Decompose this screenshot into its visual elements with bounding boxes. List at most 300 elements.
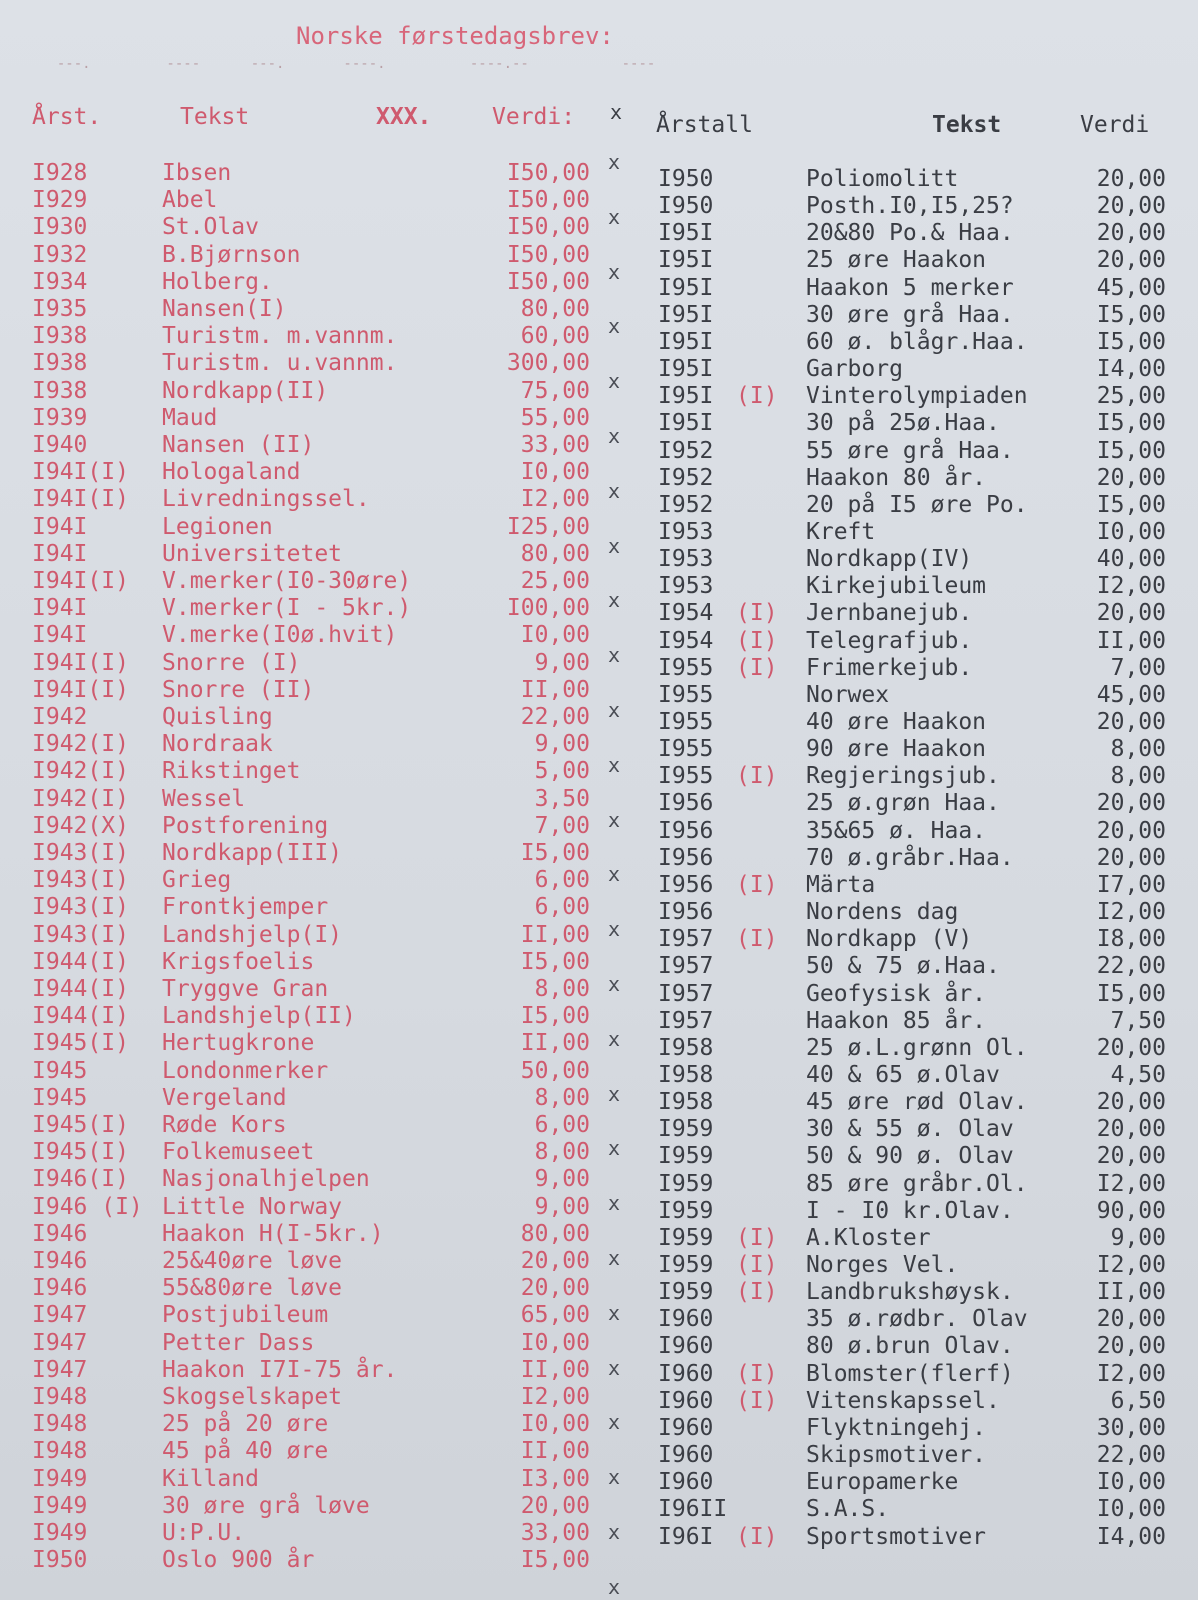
right-row-text: Jernbanejub. <box>806 600 973 627</box>
right-row-value: 20,00 <box>1096 193 1166 220</box>
left-row-year: I942(X) <box>32 812 129 839</box>
left-row-text: Killand <box>162 1465 259 1492</box>
x-mark: x <box>608 752 621 777</box>
x-mark: x <box>608 1574 621 1599</box>
left-row-text: Nordraak <box>162 731 273 758</box>
right-row-text: Vinterolympiaden <box>806 383 1028 410</box>
right-row-text: Skipsmotiver. <box>806 1442 987 1469</box>
left-row-year: I938 <box>32 323 88 350</box>
right-row-text: 25 ø.grøn Haa. <box>806 790 1000 817</box>
left-row-text: Ibsen <box>162 160 232 186</box>
right-row-text: 25 øre Haakon <box>806 247 987 274</box>
left-row-text: Nasjonalhjelpen <box>162 1166 370 1193</box>
left-row-value: 8,00 <box>534 976 590 1002</box>
right-row-value: 20,00 <box>1096 1089 1166 1116</box>
left-row-year: I947 <box>32 1302 88 1329</box>
left-header-text: Tekst <box>180 104 250 130</box>
right-row-text: 30 på 25ø.Haa. <box>806 410 1000 437</box>
left-row-text: Nordkapp(II) <box>162 377 329 404</box>
right-row-value: 22,00 <box>1096 1442 1166 1469</box>
x-mark: x <box>608 314 621 339</box>
left-row-text: Rikstinget <box>162 758 301 785</box>
right-row-text: Regjeringsjub. <box>806 763 1000 790</box>
right-row-year: I952 <box>658 491 714 518</box>
x-mark: x <box>608 150 621 174</box>
right-row-value: 20,00 <box>1096 600 1166 627</box>
left-row-year: I94I(I) <box>32 649 129 676</box>
right-row-year: I950 <box>658 166 714 192</box>
left-row-text: Frontkjemper <box>162 894 329 921</box>
right-row-text: Landbrukshøysk. <box>806 1279 1014 1306</box>
left-row-year: I94I <box>32 540 88 567</box>
right-row-year: I952 <box>658 437 714 464</box>
right-row-text: Garborg <box>806 356 903 383</box>
left-row-value: 9,00 <box>534 731 590 758</box>
right-row-text: Haakon 5 merker <box>806 274 1014 301</box>
left-row-text: 45 på 40 øre <box>162 1438 329 1465</box>
right-row-year: I954 <box>658 627 714 654</box>
right-row-year: I957 <box>658 1007 714 1034</box>
right-row-value: 6,50 <box>1110 1387 1166 1414</box>
left-row-text: V.merke(I0ø.hvit) <box>162 622 398 649</box>
right-row-year: I95I <box>658 383 714 410</box>
left-row-value: I5,00 <box>520 840 590 866</box>
left-row-value: 8,00 <box>534 1084 590 1111</box>
right-row-year: I950 <box>658 193 714 220</box>
left-row-text: Snorre (II) <box>162 676 315 703</box>
left-row-year: I94I(I) <box>32 568 129 594</box>
right-row-text: Haakon 80 år. <box>806 464 987 491</box>
right-header-value: Verdi <box>1080 112 1150 138</box>
right-row-year: I959 <box>658 1224 714 1251</box>
left-row-year: I946 <box>32 1220 88 1247</box>
right-row-value: 20,00 <box>1096 790 1166 817</box>
right-row-year: I960 <box>658 1414 714 1441</box>
right-row-text: I - I0 kr.Olav. <box>806 1197 1014 1224</box>
left-row-value: 80,00 <box>520 540 590 567</box>
x-mark: x <box>608 1026 621 1051</box>
left-row-year: I945 <box>32 1084 88 1111</box>
left-row-year: I946 <box>32 1275 88 1302</box>
right-row-year: I96II <box>658 1496 728 1523</box>
left-row-year: I949 <box>32 1520 88 1546</box>
left-row-text: 25&40øre løve <box>162 1248 343 1274</box>
left-row-value: I2,00 <box>520 486 590 513</box>
right-row-text: 80 ø.brun Olav. <box>806 1333 1014 1360</box>
right-row-text: 40 øre Haakon <box>806 709 987 735</box>
left-row-year: I946 (I) <box>32 1193 143 1220</box>
left-row-year: I929 <box>32 187 88 214</box>
right-row-text: Nordkapp (V) <box>806 926 973 953</box>
right-row-value: 22,00 <box>1096 953 1166 980</box>
left-row-value: 5,00 <box>534 758 590 785</box>
left-row-text: Haakon I7I-75 år. <box>162 1356 398 1383</box>
right-row-year: I955 <box>658 654 714 681</box>
left-header-mark: XXX. <box>376 104 432 130</box>
left-row-text: Livredningssel. <box>162 486 370 513</box>
right-row-value: 20,00 <box>1096 1143 1166 1170</box>
left-row-year: I94I(I) <box>32 459 129 486</box>
left-row-value: I50,00 <box>506 187 590 214</box>
right-row-year: I960 <box>658 1306 714 1333</box>
right-row-year: I955 <box>658 681 714 708</box>
right-row-value: 7,00 <box>1110 654 1166 681</box>
left-row-value: 22,00 <box>520 704 590 730</box>
left-row-year: I948 <box>32 1438 88 1465</box>
x-mark: x <box>608 1520 621 1544</box>
right-row-year: I956 <box>658 844 714 871</box>
left-row-value: 6,00 <box>534 1112 590 1138</box>
x-mark: x <box>608 424 621 448</box>
left-row-text: Little Norway <box>162 1193 343 1220</box>
right-row-text: 55 øre grå Haa. <box>806 437 1014 464</box>
right-row-mark: (I) <box>736 1387 778 1414</box>
left-row-text: B.Bjørnson <box>162 241 301 268</box>
left-row-year: I942(I) <box>32 731 129 758</box>
x-mark: x <box>608 204 621 229</box>
left-row-text: Oslo 900 år <box>162 1547 315 1574</box>
left-row-text: Nansen(I) <box>162 296 287 322</box>
right-row-value: 20,00 <box>1096 1034 1166 1061</box>
right-row-value: I4,00 <box>1096 356 1166 383</box>
left-row-value: 33,00 <box>520 1520 590 1546</box>
right-row-text: Norges Vel. <box>806 1252 959 1278</box>
left-row-text: Wessel <box>162 785 246 812</box>
right-row-value: 30,00 <box>1096 1414 1166 1441</box>
left-row-text: St.Olav <box>162 214 259 241</box>
right-row-year: I960 <box>658 1333 714 1360</box>
left-row-year: I947 <box>32 1356 88 1383</box>
right-row-mark: (I) <box>736 926 778 953</box>
right-row-year: I956 <box>658 790 714 817</box>
right-row-year: I953 <box>658 546 714 573</box>
right-row-value: I0,00 <box>1096 518 1166 545</box>
right-row-text: Poliomolitt <box>806 166 959 192</box>
right-row-text: Kirkejubileum <box>806 573 987 600</box>
right-row-value: 20,00 <box>1096 1116 1166 1143</box>
left-row-value: 9,00 <box>534 649 590 676</box>
right-row-text: Europamerke <box>806 1469 959 1496</box>
left-row-value: 9,00 <box>534 1193 590 1220</box>
x-mark: x <box>608 862 621 887</box>
left-row-value: I50,00 <box>506 268 590 295</box>
left-row-year: I928 <box>32 160 88 186</box>
right-row-mark: (I) <box>736 1523 778 1550</box>
left-row-text: Landshjelp(II) <box>162 1003 356 1030</box>
right-row-year: I956 <box>658 899 714 926</box>
right-row-text: 50 & 90 ø. Olav <box>806 1143 1014 1170</box>
right-row-text: 35 ø.rødbr. Olav <box>806 1306 1028 1333</box>
x-mark: x <box>608 1465 621 1490</box>
left-row-year: I945 <box>32 1057 88 1084</box>
right-row-value: 45,00 <box>1096 681 1166 708</box>
right-row-text: 35&65 ø. Haa. <box>806 817 987 844</box>
right-row-year: I959 <box>658 1252 714 1278</box>
right-header-text: Tekst <box>932 112 1002 138</box>
right-row-year: I96I <box>658 1523 714 1550</box>
left-header-value: Verdi: <box>492 104 576 130</box>
right-row-mark: (I) <box>736 627 778 654</box>
left-row-text: Folkemuseet <box>162 1139 315 1166</box>
right-row-mark: (I) <box>736 654 778 681</box>
left-row-value: 6,00 <box>534 894 590 921</box>
right-row-year: I960 <box>658 1360 714 1387</box>
left-row-year: I946 <box>32 1248 88 1274</box>
right-row-year: I95I <box>658 301 714 328</box>
x-mark: x <box>608 1136 621 1161</box>
left-row-year: I944(I) <box>32 976 129 1002</box>
right-row-mark: (I) <box>736 763 778 790</box>
left-row-value: 3,50 <box>534 785 590 812</box>
right-row-mark: (I) <box>736 1279 778 1306</box>
right-row-mark: (I) <box>736 1252 778 1278</box>
left-row-value: I2,00 <box>520 1384 590 1410</box>
left-row-value: I5,00 <box>520 948 590 975</box>
right-row-year: I95I <box>658 410 714 437</box>
left-row-value: I50,00 <box>506 214 590 241</box>
right-row-value: 25,00 <box>1096 383 1166 410</box>
left-row-text: Maud <box>162 404 218 431</box>
left-row-text: Hertugkrone <box>162 1030 315 1057</box>
right-row-value: I5,00 <box>1096 328 1166 355</box>
left-row-text: V.merker(I - 5kr.) <box>162 595 412 622</box>
x-mark: x <box>608 972 621 996</box>
right-row-text: 20 på I5 øre Po. <box>806 491 1028 518</box>
left-row-text: 55&80øre løve <box>162 1275 343 1302</box>
right-row-value: 20,00 <box>1096 844 1166 871</box>
left-row-text: Nordkapp(III) <box>162 840 343 866</box>
right-row-text: 45 øre rød Olav. <box>806 1089 1028 1116</box>
right-row-text: Nordens dag <box>806 899 959 926</box>
left-header-year: Årst. <box>32 104 102 130</box>
right-row-year: I959 <box>658 1197 714 1224</box>
x-mark: x <box>608 1191 621 1216</box>
left-row-value: II,00 <box>520 921 590 948</box>
left-row-text: Røde Kors <box>162 1112 287 1138</box>
left-row-text: 30 øre grå løve <box>162 1492 370 1519</box>
right-row-value: 20,00 <box>1096 247 1166 274</box>
right-header-year: Årstall <box>656 112 753 138</box>
right-row-text: Haakon 85 år. <box>806 1007 987 1034</box>
right-row-value: I5,00 <box>1096 491 1166 518</box>
left-row-year: I947 <box>32 1329 88 1356</box>
right-row-year: I960 <box>658 1387 714 1414</box>
left-row-text: V.merker(I0-30øre) <box>162 568 412 594</box>
left-row-text: Hologaland <box>162 459 301 486</box>
right-row-value: 40,00 <box>1096 546 1166 573</box>
left-row-year: I94I(I) <box>32 676 129 703</box>
right-row-value: 8,00 <box>1110 736 1166 763</box>
left-row-value: I0,00 <box>520 1411 590 1438</box>
left-row-text: 25 på 20 øre <box>162 1411 329 1438</box>
left-row-value: I5,00 <box>520 1547 590 1574</box>
right-row-year: I95I <box>658 328 714 355</box>
left-row-year: I942 <box>32 704 88 730</box>
left-row-value: 80,00 <box>520 296 590 322</box>
right-row-value: 4,50 <box>1110 1061 1166 1088</box>
left-row-year: I932 <box>32 241 88 268</box>
right-row-value: 7,50 <box>1110 1007 1166 1034</box>
right-row-text: A.Kloster <box>806 1224 931 1251</box>
left-row-year: I938 <box>32 377 88 404</box>
left-row-text: Turistm. u.vannm. <box>162 350 398 377</box>
x-mark: x <box>608 533 621 558</box>
right-row-text: 20&80 Po.& Haa. <box>806 220 1014 247</box>
right-row-text: 60 ø. blågr.Haa. <box>806 328 1028 355</box>
document-title: Norske førstedagsbrev: <box>296 22 614 50</box>
right-row-text: S.A.S. <box>806 1496 890 1523</box>
left-row-year: I943(I) <box>32 894 129 921</box>
right-row-year: I955 <box>658 763 714 790</box>
left-row-year: I943(I) <box>32 840 129 866</box>
left-row-year: I935 <box>32 296 88 322</box>
left-row-year: I942(I) <box>32 758 129 785</box>
left-row-year: I94I(I) <box>32 486 129 513</box>
right-row-text: Posth.I0,I5,25? <box>806 193 1014 220</box>
right-row-year: I956 <box>658 871 714 898</box>
left-row-text: Landshjelp(I) <box>162 921 343 948</box>
right-row-value: II,00 <box>1096 627 1166 654</box>
right-row-year: I959 <box>658 1279 714 1306</box>
left-row-value: II,00 <box>520 1438 590 1465</box>
left-row-text: Haakon H(I-5kr.) <box>162 1220 384 1247</box>
right-row-value: I2,00 <box>1096 1170 1166 1197</box>
right-row-year: I959 <box>658 1170 714 1197</box>
right-row-text: Norwex <box>806 681 890 708</box>
right-row-value: 20,00 <box>1096 220 1166 247</box>
x-mark: x <box>608 807 621 832</box>
left-row-year: I949 <box>32 1465 88 1492</box>
right-row-value: I7,00 <box>1096 871 1166 898</box>
left-row-value: 60,00 <box>520 323 590 350</box>
right-row-mark: (I) <box>736 1224 778 1251</box>
right-row-text: Vitenskapssel. <box>806 1387 1000 1414</box>
left-row-text: Snorre (I) <box>162 649 301 676</box>
left-row-value: 33,00 <box>520 432 590 458</box>
right-row-year: I959 <box>658 1116 714 1143</box>
right-row-value: I5,00 <box>1096 301 1166 328</box>
left-row-value: 50,00 <box>520 1057 590 1084</box>
x-mark: x <box>608 588 621 613</box>
right-row-value: 20,00 <box>1096 1333 1166 1360</box>
left-row-value: I0,00 <box>520 1329 590 1356</box>
left-row-year: I938 <box>32 350 88 377</box>
right-row-year: I95I <box>658 274 714 301</box>
right-row-text: Märta <box>806 871 876 898</box>
x-mark: x <box>608 478 621 503</box>
left-row-year: I946(I) <box>32 1166 129 1193</box>
left-row-value: I0,00 <box>520 622 590 649</box>
right-row-value: 8,00 <box>1110 763 1166 790</box>
left-row-text: Grieg <box>162 867 232 894</box>
left-row-text: Quisling <box>162 704 273 730</box>
left-row-value: II,00 <box>520 1356 590 1383</box>
right-row-year: I958 <box>658 1089 714 1116</box>
left-row-year: I945(I) <box>32 1112 129 1138</box>
right-row-value: II,00 <box>1096 1279 1166 1306</box>
left-row-value: 65,00 <box>520 1302 590 1329</box>
right-row-value: I8,00 <box>1096 926 1166 953</box>
left-row-year: I944(I) <box>32 1003 129 1030</box>
left-row-value: I50,00 <box>506 241 590 268</box>
right-row-value: 45,00 <box>1096 274 1166 301</box>
right-row-value: 20,00 <box>1096 166 1166 192</box>
left-row-value: 80,00 <box>520 1220 590 1247</box>
left-row-year: I949 <box>32 1492 88 1519</box>
x-mark: x <box>608 369 621 394</box>
x-mark: x <box>608 1355 621 1380</box>
right-row-year: I955 <box>658 736 714 763</box>
right-row-text: Flyktningehj. <box>806 1414 987 1441</box>
right-row-year: I957 <box>658 926 714 953</box>
left-row-text: U:P.U. <box>162 1520 246 1546</box>
left-row-value: 25,00 <box>520 568 590 594</box>
x-mark: x <box>608 917 621 942</box>
left-row-text: Postjubileum <box>162 1302 329 1329</box>
left-row-text: Turistm. m.vannm. <box>162 323 398 350</box>
left-row-text: Petter Dass <box>162 1329 315 1356</box>
right-row-value: I2,00 <box>1096 573 1166 600</box>
right-row-text: 30 øre grå Haa. <box>806 301 1014 328</box>
left-row-year: I943(I) <box>32 921 129 948</box>
left-row-text: Krigsfoelis <box>162 948 315 975</box>
right-row-value: I5,00 <box>1096 410 1166 437</box>
right-row-value: 20,00 <box>1096 1306 1166 1333</box>
x-mark: x <box>608 1246 621 1270</box>
x-mark: x <box>608 643 621 668</box>
x-mark: x <box>608 1300 621 1325</box>
left-row-year: I939 <box>32 404 88 431</box>
right-row-value: I0,00 <box>1096 1496 1166 1523</box>
right-row-value: I2,00 <box>1096 899 1166 926</box>
left-row-value: 55,00 <box>520 404 590 431</box>
right-row-year: I960 <box>658 1469 714 1496</box>
x-mark: x <box>608 1081 621 1106</box>
right-row-text: Kreft <box>806 518 876 545</box>
right-row-year: I95I <box>658 247 714 274</box>
right-row-year: I960 <box>658 1442 714 1469</box>
left-row-value: II,00 <box>520 676 590 703</box>
right-row-text: 25 ø.L.grønn Ol. <box>806 1034 1028 1061</box>
left-row-year: I930 <box>32 214 88 241</box>
x-mark: x <box>608 259 621 284</box>
right-row-text: 50 & 75 ø.Haa. <box>806 953 1000 980</box>
right-row-value: 20,00 <box>1096 817 1166 844</box>
right-row-value: 9,00 <box>1110 1224 1166 1251</box>
dashed-rule: ---. ---- ---. ----. ----.-- ---- <box>40 56 656 72</box>
right-row-year: I953 <box>658 573 714 600</box>
right-row-text: 90 øre Haakon <box>806 736 987 763</box>
right-row-mark: (I) <box>736 600 778 627</box>
right-row-year: I957 <box>658 980 714 1007</box>
right-row-value: 90,00 <box>1096 1197 1166 1224</box>
right-row-value: 20,00 <box>1096 464 1166 491</box>
right-row-year: I953 <box>658 518 714 545</box>
left-row-value: 6,00 <box>534 867 590 894</box>
left-row-value: 75,00 <box>520 377 590 404</box>
right-row-year: I959 <box>658 1143 714 1170</box>
right-row-text: Telegrafjub. <box>806 627 973 654</box>
left-row-value: I00,00 <box>506 595 590 622</box>
right-row-value: I2,00 <box>1096 1360 1166 1387</box>
left-row-value: 300,00 <box>506 350 590 377</box>
left-row-text: Abel <box>162 187 218 214</box>
left-row-value: 8,00 <box>534 1139 590 1166</box>
left-row-value: I25,00 <box>506 513 590 540</box>
left-row-value: 7,00 <box>534 812 590 839</box>
right-row-value: I2,00 <box>1096 1252 1166 1278</box>
right-row-value: I0,00 <box>1096 1469 1166 1496</box>
